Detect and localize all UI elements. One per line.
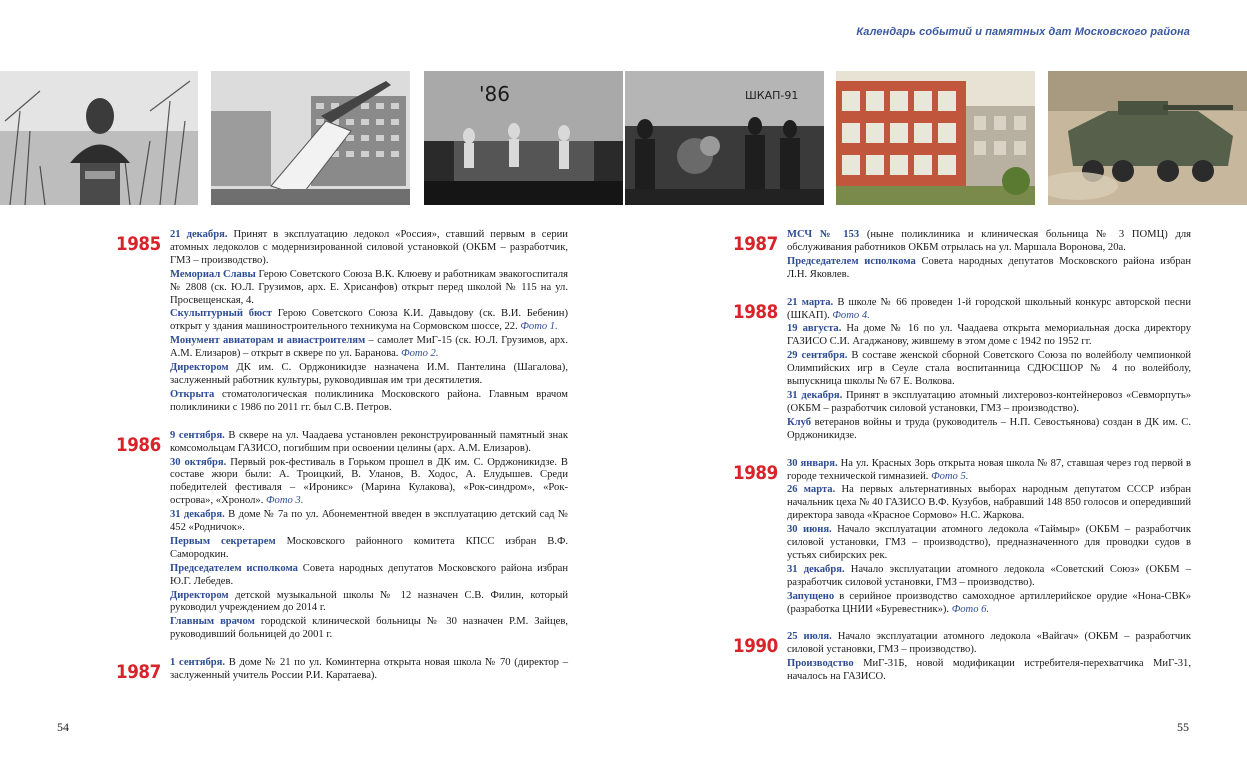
event-text: В составе женской сборной Советского Союза по волейболу чемпионкой Олимпийских игр в Сеуле стала воспитанница СДЮСШОР № 4 по волейболу, выпускница школы № 67 Е. Волкова. [787, 350, 1191, 388]
event-highlight: 31 декабря. [787, 389, 843, 401]
event-highlight: Председателем исполкома [170, 562, 298, 574]
event-entry [787, 297, 1191, 323]
event-text: В доме № 21 по ул. Коминтерна открыта новая школа № 70 (директор – заслуженный учитель России Р.И. Каратаева). [170, 657, 568, 682]
year-label: 1985 [116, 233, 161, 255]
event-highlight: 19 августа. [787, 323, 842, 335]
page-number-right: 55 [1177, 720, 1189, 734]
photo-school-building [836, 71, 1035, 205]
event-text: Начало эксплуатации атомного ледокола «Вайгач» (ОКБМ – разработчик силовой установки, ГМЗ – производство). [787, 631, 1191, 656]
event-highlight: Запущено [787, 590, 835, 602]
photo-mig-monument [211, 71, 410, 205]
event-highlight: 29 сентября. [787, 350, 848, 362]
event-text: Герою Советского Союза В.К. Клюеву и работникам эвакогоспиталя № 2808 (ск. Ю.Л. Грузимов, арх. Е. Хрисанфов) открыт перед школой № 115 на ул. Просвещенская, 4. [170, 268, 569, 306]
photo-strip [0, 71, 1247, 205]
event-highlight: 9 сентября. [170, 429, 225, 441]
event-highlight: Монумент авиаторам и авиастроителям [170, 335, 366, 347]
event-text: На первых альтернативных выборах народным депутатом СССР избран начальник цеха № 40 ГАЗИСО В.Ф. Кузубов, набравший 148 850 голосов и опередивший директора завода «Красное Сормово» Н.С. Жаркова. [787, 484, 1191, 522]
event-entry [787, 658, 1191, 684]
event-highlight: Первым секретарем [170, 535, 276, 547]
year-label: 1986 [116, 433, 161, 456]
event-text: Герою Советского Союза К.И. Давыдову (ск. В.И. Бебенин) открыт у здания машиностроительного техникума на Сормовском шоссе, 22. [170, 308, 569, 333]
event-highlight: Директором [170, 362, 229, 374]
right-column [735, 229, 1191, 699]
event-entry [170, 308, 568, 334]
photo-rock-festival-stage [424, 71, 623, 205]
year-block [735, 458, 1191, 617]
photo-armored-vehicle [1048, 71, 1247, 205]
event-highlight: Председателем исполкома [787, 255, 916, 267]
event-highlight: 1 сентября. [170, 657, 226, 669]
event-text: (ныне поликлиника и клиническая больница № 3 ПОМЦ) для обслуживания работников ОКБМ отрылась на ул. Маршала Воронова, 20а. [787, 229, 1191, 253]
svg-text:'86: '86 [479, 82, 510, 106]
year-label: 1990 [733, 635, 778, 658]
event-highlight: 26 марта. [787, 484, 836, 496]
event-highlight: Директором [170, 589, 229, 601]
event-entry [170, 457, 568, 509]
year-block [735, 631, 1191, 684]
event-text: В школе № 66 проведен 1-й городской школьный конкурс авторской песни (ШКАП). [787, 296, 1191, 321]
year-block [118, 657, 568, 683]
photo-reference: Фото 3. [263, 495, 304, 507]
event-highlight: Главным врачом [170, 616, 255, 628]
event-entry [787, 591, 1191, 617]
event-entry [170, 536, 568, 562]
event-entry [787, 390, 1191, 416]
photo-bust-monument [0, 71, 198, 205]
event-highlight: 30 июня. [787, 524, 832, 536]
event-text: На доме № 16 по ул. Чаадаева открыта мемориальная доска директору ГАЗИСО С.И. Агаджанову, жившему в этом доме с 1942 по 1952 гг. [787, 323, 1191, 348]
event-entry [787, 323, 1191, 349]
year-block [118, 229, 568, 415]
event-text: В доме № 7а по ул. Абонементной введен в эксплуатацию детский сад № 452 «Родничок». [170, 509, 568, 534]
event-highlight: 21 марта. [787, 296, 834, 308]
event-highlight: 30 января. [787, 457, 838, 469]
event-text: Начало эксплуатации атомного ледокола «Таймыр» (ОКБМ – разработчик силовой установки, ГМЗ – производство), предназначенного для проводки судов в устьях сибирских рек. [787, 524, 1191, 561]
event-entry [787, 256, 1191, 282]
event-text: городской клинической больницы № 30 назначен Р.М. Зайцев, руководивший больницей до 2001 г. [170, 616, 568, 641]
event-highlight: Производство [787, 658, 854, 670]
event-entry [170, 389, 568, 415]
event-text: Московского районного комитета КПСС избран В.Ф. Самородкин. [170, 535, 568, 560]
event-highlight: 31 декабря. [787, 563, 845, 575]
photo-reference: Фото 2. [398, 348, 439, 360]
event-entry [170, 657, 568, 683]
event-text: На ул. Красных Зорь открыта новая школа № 87, ставшая через год первой в городе технической гимназией. [787, 457, 1191, 482]
page-number-left: 54 [57, 720, 69, 734]
event-text: МиГ-31Б, новой модификации истребителя-перехватчика МиГ-31, началось на ГАЗИСО. [787, 658, 1191, 683]
event-entry [170, 335, 568, 361]
year-block [735, 229, 1191, 282]
year-block [118, 430, 568, 643]
event-entry [170, 563, 568, 589]
photo-festival-performers [625, 71, 824, 205]
event-highlight: 30 октября. [170, 456, 227, 468]
event-highlight: Скульптурный бюст [170, 308, 273, 320]
event-entry [170, 362, 568, 388]
event-highlight: 31 декабря. [170, 509, 225, 521]
event-entry [170, 269, 568, 308]
event-entry [787, 524, 1191, 563]
event-text: Совета народных депутатов Московского района избран Л.Н. Яковлев. [787, 255, 1191, 280]
event-highlight: Клуб [787, 416, 812, 428]
event-entry [170, 509, 568, 535]
event-highlight: 21 декабря. [170, 229, 228, 240]
event-text: в серийное производство самоходное артиллерийское орудие «Нона-СВК» (разработка ЦНИИ «Буревестник»). [787, 590, 1191, 615]
event-text: Принят в эксплуатацию ледокол «Россия», ставший первым в серии атомных ледоколов с модернизированной силовой установкой (ОКБМ – разработчик, ГМЗ – производство). [170, 229, 568, 266]
year-label: 1987 [733, 233, 778, 255]
event-entry [787, 229, 1191, 255]
event-entry [787, 417, 1191, 443]
event-entry [787, 458, 1191, 484]
event-text: – самолет МиГ-15 (ск. Ю.Л. Грузимов, арх. А.М. Елизаров) – открыт в сквере по ул. Баранова. [170, 335, 568, 360]
event-text: В сквере на ул. Чаадаева установлен реконструированный памятный знак комсомольцам ГАЗИСО, погибшим при освоении целины (арх. А.М. Елизаров). [170, 429, 568, 454]
event-entry [787, 350, 1191, 389]
running-header: Календарь событий и памятных дат Московского района [856, 26, 1190, 38]
event-entry [787, 564, 1191, 590]
event-text: Первый рок-фестиваль в Горьком прошел в ДК им. С. Орджоникидзе. В составе жюри были: А. Троицкий, В. Уланов, В. Ходос, А. Елудышев. Среди победителей фестиваля – «Ироникс» (Марина Кулакова), «Рок-синдром», «Рок-острова», «Хронол». [170, 456, 568, 507]
event-entry [170, 590, 568, 616]
event-highlight: МСЧ № 153 [787, 229, 860, 240]
year-label: 1987 [116, 661, 161, 684]
event-text: стоматологическая поликлиника Московского района. Главным врачом поликлиники с 1986 по 2011 гг. был С.В. Петров. [170, 388, 568, 413]
event-highlight: 25 июля. [787, 631, 832, 643]
year-label: 1988 [733, 300, 778, 323]
year-label: 1989 [733, 461, 778, 484]
photo-reference: Фото 6. [949, 603, 990, 615]
event-highlight: Мемориал Славы [170, 268, 256, 280]
photo-reference: Фото 4. [829, 309, 870, 321]
year-block [735, 297, 1191, 443]
event-entry [170, 616, 568, 642]
event-text: Совета народных депутатов Московского района избран Ю.Г. Лебедев. [170, 562, 568, 587]
event-entry [170, 229, 568, 268]
event-highlight: Открыта [170, 388, 215, 400]
left-column [118, 229, 568, 698]
event-text: Начало эксплуатации атомного ледокола «Советский Союз» (ОКБМ – разработчик силовой установки, ГМЗ – производство). [787, 563, 1191, 588]
event-text: ДК им. С. Орджоникидзе назначена И.М. Пантелина (Шагалова), заслуженный работник культуры, руководившая им три десятилетия. [170, 362, 568, 386]
svg-text:ШКАП-91: ШКАП-91 [745, 89, 799, 102]
event-text: детской музыкальной школы № 12 назначен С.В. Филин, который руководил учреждением до 2014 г. [170, 589, 568, 614]
event-entry [787, 484, 1191, 523]
event-entry [170, 430, 568, 456]
event-entry [787, 631, 1191, 657]
photo-reference: Фото 5. [928, 470, 969, 482]
event-text: Принят в эксплуатацию атомный лихтеровоз-контейнеровоз «Севморпуть» (ОКБМ – разработчик силовой установки, ГМЗ – производство). [787, 389, 1191, 414]
event-text: ветеранов войны и труда (руководитель – Н.П. Севостьянова) создан в ДК им. С. Орджоникидзе. [787, 416, 1191, 441]
photo-reference: Фото 1. [517, 321, 558, 333]
